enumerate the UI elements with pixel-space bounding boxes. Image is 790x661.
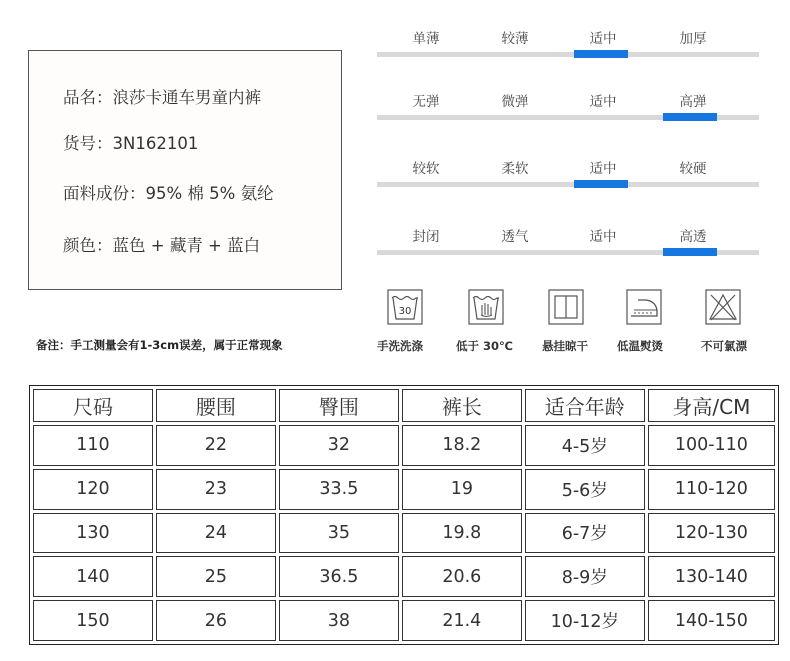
column-header: 身高/CM: [648, 389, 775, 422]
table-cell: 150: [33, 600, 153, 641]
table-cell: 120-130: [648, 513, 775, 554]
table-cell: 25: [156, 556, 276, 597]
scale-label: 柔软: [501, 161, 529, 177]
table-cell: 20.6: [402, 556, 522, 597]
care-label: 低于 30℃: [456, 339, 513, 353]
care-label: 不可氯漂: [701, 339, 747, 353]
scale-label: 较软: [412, 161, 440, 177]
care-instructions: [0, 287, 790, 367]
water-temp-icon: [468, 289, 504, 325]
table-cell: 21.4: [402, 600, 522, 641]
wash-temp-badge: 30: [398, 306, 412, 317]
table-cell: 33.5: [279, 469, 399, 510]
hand-wash-icon: [387, 289, 423, 325]
table-cell: 110-120: [648, 469, 775, 510]
table-cell: 4-5岁: [525, 425, 645, 466]
scale-label: 透气: [501, 229, 529, 245]
column-header: 腰围: [156, 389, 276, 422]
table-cell: 6-7岁: [525, 513, 645, 554]
table-cell: 5-6岁: [525, 469, 645, 510]
table-cell: 130: [33, 513, 153, 554]
product-sku: 货号：3N162101: [63, 134, 199, 153]
scale-label: 适中: [589, 229, 617, 245]
scale-label: 无弹: [412, 94, 440, 110]
table-row: [33, 600, 775, 641]
table-cell: 140: [33, 556, 153, 597]
column-header: 适合年龄: [525, 389, 645, 422]
care-label: 低温熨烫: [617, 339, 663, 353]
table-row: [33, 425, 775, 466]
scale-label: 高弹: [679, 94, 707, 110]
scale-label: 封闭: [412, 229, 440, 245]
scale-indicator: [574, 180, 628, 188]
scale-softness: [377, 157, 759, 207]
scale-label: 单薄: [412, 31, 440, 47]
scale-label: 微弹: [501, 94, 529, 110]
scale-elasticity: [377, 90, 759, 140]
table-cell: 24: [156, 513, 276, 554]
care-label: 手洗洗涤: [377, 339, 423, 353]
table-cell: 8-9岁: [525, 556, 645, 597]
low-iron-icon: [626, 289, 662, 325]
table-row: [33, 513, 775, 554]
measurement-note: 备注：手工测量会有1-3cm误差，属于正常现象: [36, 338, 283, 352]
hang-dry-icon: [548, 289, 584, 325]
scale-label: 加厚: [679, 31, 707, 47]
table-cell: 140-150: [648, 600, 775, 641]
size-table: [29, 385, 779, 645]
table-cell: 19: [402, 469, 522, 510]
scale-indicator: [663, 113, 717, 121]
scale-label: 适中: [589, 31, 617, 47]
scale-indicator: [574, 50, 628, 58]
scale-thickness: [377, 27, 759, 77]
column-header: 尺码: [33, 389, 153, 422]
scale-indicator: [663, 248, 717, 256]
table-cell: 32: [279, 425, 399, 466]
table-cell: 23: [156, 469, 276, 510]
scale-label: 适中: [589, 94, 617, 110]
scale-label: 较硬: [679, 161, 707, 177]
table-cell: 38: [279, 600, 399, 641]
table-row: [33, 556, 775, 597]
column-header: 裤长: [402, 389, 522, 422]
table-cell: 100-110: [648, 425, 775, 466]
scale-track: [377, 182, 759, 187]
scale-label: 高透: [679, 229, 707, 245]
no-bleach-icon: [705, 289, 741, 325]
table-cell: 19.8: [402, 513, 522, 554]
scale-breathability: [377, 225, 759, 275]
scale-label: 适中: [589, 161, 617, 177]
table-row: [33, 469, 775, 510]
scale-track: [377, 52, 759, 57]
table-cell: 36.5: [279, 556, 399, 597]
product-info-box: [28, 50, 342, 290]
table-header-row: [33, 389, 775, 422]
column-header: 臀围: [279, 389, 399, 422]
scale-label: 较薄: [501, 31, 529, 47]
table-cell: 22: [156, 425, 276, 466]
table-cell: 35: [279, 513, 399, 554]
table-cell: 120: [33, 469, 153, 510]
table-cell: 110: [33, 425, 153, 466]
table-cell: 10-12岁: [525, 600, 645, 641]
product-color: 颜色：蓝色 + 藏青 + 蓝白: [63, 236, 261, 255]
care-label: 悬挂晾干: [542, 339, 588, 353]
table-cell: 130-140: [648, 556, 775, 597]
product-name: 品名：浪莎卡通车男童内裤: [63, 88, 261, 107]
table-cell: 26: [156, 600, 276, 641]
table-cell: 18.2: [402, 425, 522, 466]
product-fabric: 面料成份：95% 棉 5% 氨纶: [63, 184, 274, 203]
